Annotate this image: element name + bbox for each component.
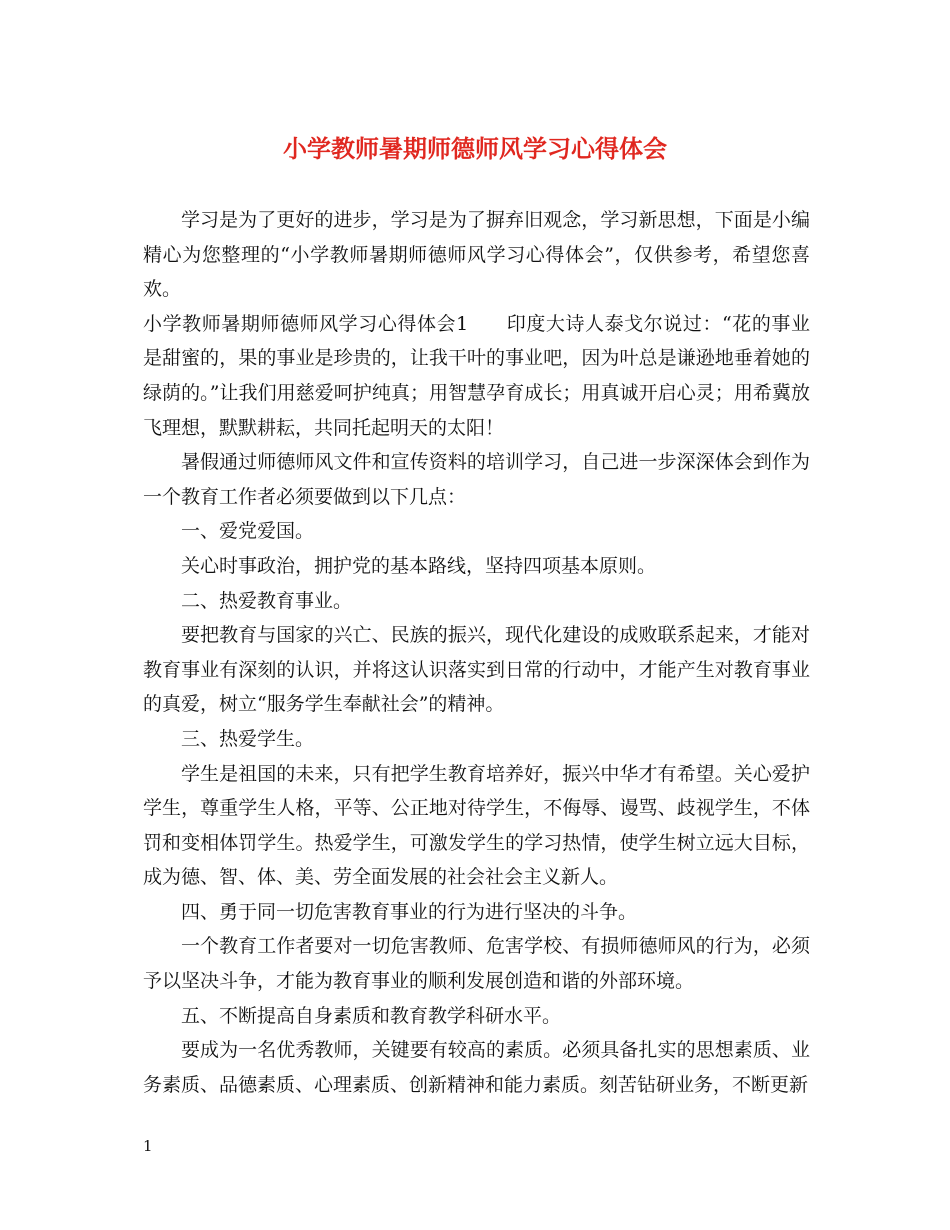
intro-paragraph: 学习是为了更好的进步，学习是为了摒弃旧观念，学习新思想，下面是小编精心为您整理的“小学教师暑期师德师风学习心得体会”，仅供参考，希望您喜欢。 bbox=[143, 209, 810, 301]
list-heading: 五、不断提高自身素质和教育教学科研水平。 bbox=[181, 1004, 562, 1027]
page-number: 1 bbox=[143, 1137, 153, 1155]
body-paragraph: 关心时事政治，拥护党的基本路线，坚持四项基本原则。 bbox=[181, 554, 657, 577]
list-heading: 四、勇于同一切危害教育事业的行为进行坚决的斗争。 bbox=[181, 900, 638, 923]
body-paragraph: 暑假通过师德师风文件和宣传资料的培训学习，自己进一步深深体会到作为一个教育工作者必须要做到以下几点： bbox=[143, 451, 810, 508]
list-heading: 三、热爱学生。 bbox=[181, 727, 315, 750]
body-paragraph: 一个教育工作者要对一切危害教师、危害学校、有损师德师风的行为，必须予以坚决斗争，才能为教育事业的顺利发展创造和谐的外部环境。 bbox=[143, 935, 810, 993]
section-paragraph bbox=[143, 307, 810, 445]
quote-paragraph: 印度大诗人泰戈尔说过：“花的事业是甜蜜的，果的事业是珍贵的，让我干叶的事业吧，因为叶总是谦逊地垂着她的绿荫的。”让我们用慈爱呵护纯真；用智慧孕育成长；用真诚开启心灵；用希冀放飞理想，默默耕耘，共同托起明天的太阳！ bbox=[143, 312, 810, 439]
body-paragraph: 要把教育与国家的兴亡、民族的振兴，现代化建设的成败联系起来，才能对教育事业有深刻的认识，并将这认识落实到日常的行动中，才能产生对教育事业的真爱，树立“服务学生奉献社会”的精神。 bbox=[143, 624, 810, 716]
document-title: 小学教师暑期师德师风学习心得体会 bbox=[283, 134, 667, 163]
list-heading: 一、爱党爱国。 bbox=[181, 520, 315, 543]
body-paragraph: 要成为一名优秀教师，关键要有较高的素质。必须具备扎实的思想素质、业务素质、品德素质、心理素质、创新精神和能力素质。刻苦钻研业务，不断更新 bbox=[143, 1039, 810, 1096]
list-heading: 二、热爱教育事业。 bbox=[181, 589, 353, 612]
section-heading: 小学教师暑期师德师风学习心得体会1 bbox=[143, 312, 469, 335]
body-paragraph: 学生是祖国的未来，只有把学生教育培养好，振兴中华才有希望。关心爱护学生，尊重学生人格，平等、公正地对待学生，不侮辱、谩骂、歧视学生，不体罚和变相体罚学生。热爱学生，可激发学生的学习热情，使学生树立远大目标，成为德、智、体、美、劳全面发展的社会社会主义新人。 bbox=[143, 762, 810, 889]
document-body bbox=[143, 203, 810, 1102]
